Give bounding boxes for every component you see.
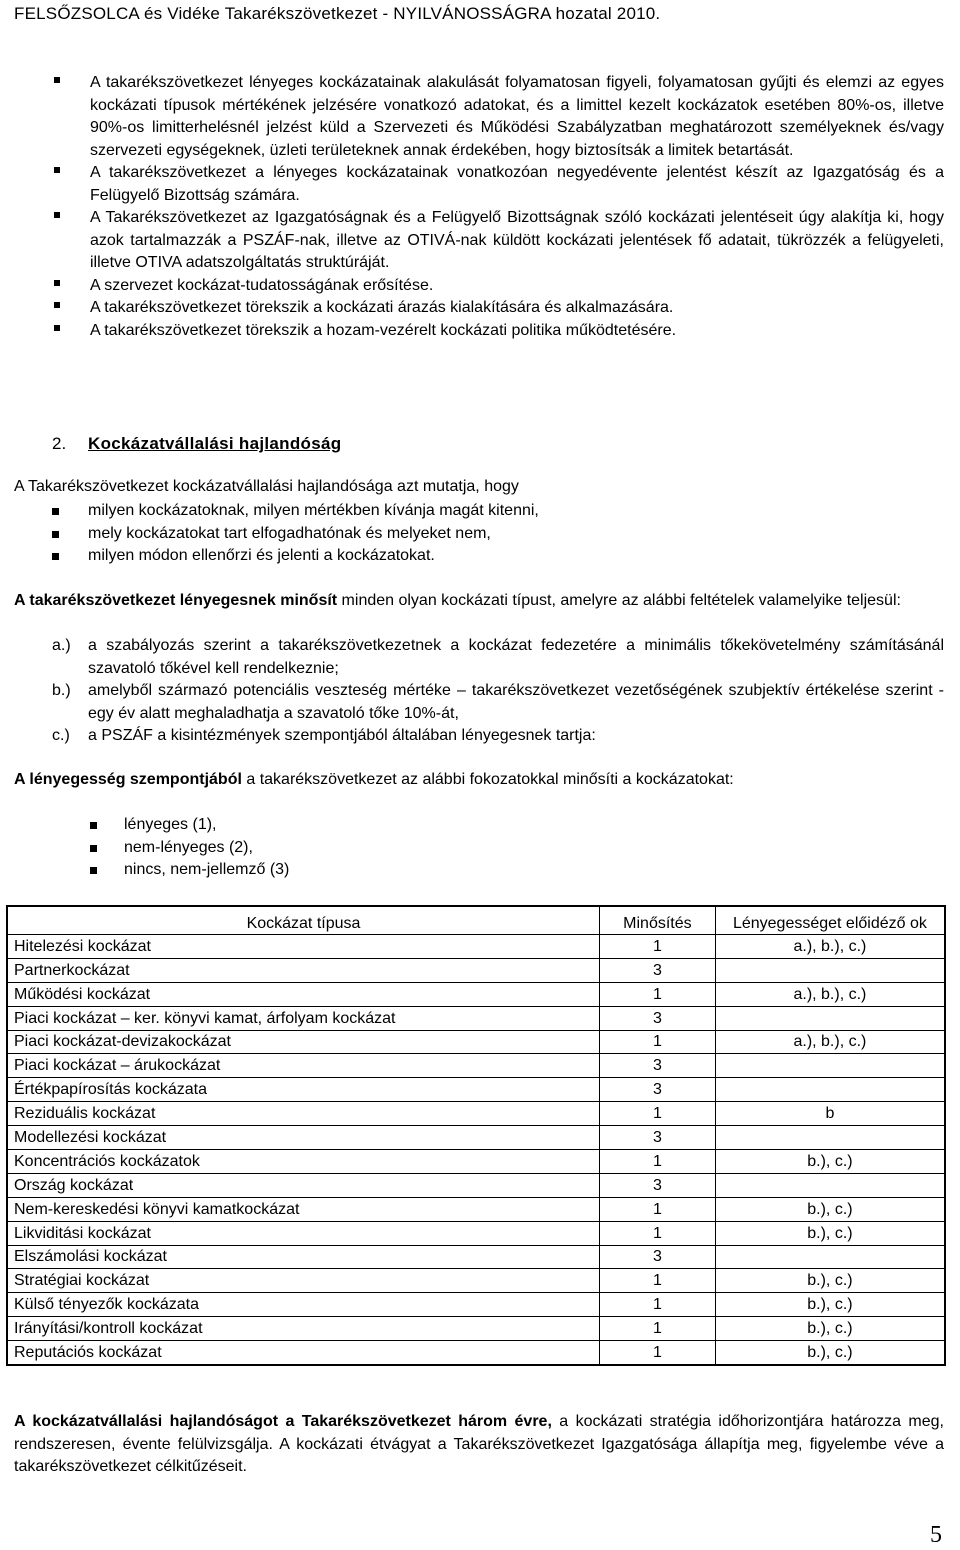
closing-bold: A kockázatvállalási hajlandóságot a Takarékszövetkezet három évre, <box>14 1413 552 1430</box>
table-row <box>7 935 945 959</box>
square-bullet-icon <box>90 822 97 829</box>
cell-risk-type: Piaci kockázat – ker. könyvi kamat, árfolyam kockázat <box>7 1006 599 1030</box>
table-row <box>7 1006 945 1030</box>
cell-rating: 1 <box>599 935 715 959</box>
table-row <box>7 1102 945 1126</box>
cell-reason: b.), c.) <box>715 1317 945 1341</box>
cell-risk-type: Elszámolási kockázat <box>7 1245 599 1269</box>
square-bullet-icon <box>54 325 60 331</box>
cell-risk-type: Irányítási/kontroll kockázat <box>7 1317 599 1341</box>
cell-rating: 1 <box>599 1221 715 1245</box>
list-item: A takarékszövetkezet lényeges kockázatainak alakulását folyamatosan figyeli, folyamatosan gyűjti és elemzi az egyes kockázati típusok mértékének jelzésére vonatkozó adatokat, és a limittel kezelt kockázatok esetében 80%-os, illetve 90%-os limitterhelésnél jelzést küld a Szervezeti és Működési Szabályzatban meghatározott személyeknek és/vagy szervezeti egységeknek, üzleti területeknek annak érdekében, hogy biztosítsák a limitek betartását. <box>54 72 944 162</box>
list-item: nem-lényeges (2), <box>90 837 289 860</box>
table-row <box>7 1030 945 1054</box>
cell-rating: 1 <box>599 1102 715 1126</box>
cell-reason: b.), c.) <box>715 1197 945 1221</box>
table-row <box>7 958 945 982</box>
section-title: Kockázatvállalási hajlandóság <box>88 434 342 453</box>
list-item: A takarékszövetkezet törekszik a kockázati árazás kialakítására és alkalmazására. <box>54 297 944 320</box>
cell-risk-type: Nem-kereskedési könyvi kamatkockázat <box>7 1197 599 1221</box>
list-item: A szervezet kockázat-tudatosságának erősítése. <box>54 275 944 298</box>
cell-risk-type: Partnerkockázat <box>7 958 599 982</box>
cell-risk-type: Modellezési kockázat <box>7 1126 599 1150</box>
materiality-bold: A takarékszövetkezet lényegesnek minősít <box>14 592 338 609</box>
cell-reason: b.), c.) <box>715 1221 945 1245</box>
cell-risk-type: Működési kockázat <box>7 982 599 1006</box>
cell-reason: b.), c.) <box>715 1269 945 1293</box>
cell-reason: b.), c.) <box>715 1293 945 1317</box>
cell-reason: a.), b.), c.) <box>715 1030 945 1054</box>
page-header: FELSŐZSOLCA és Vidéke Takarékszövetkezet - NYILVÁNOSSÁGRA hozatal 2010. <box>14 4 661 23</box>
cell-risk-type: Likviditási kockázat <box>7 1221 599 1245</box>
cell-rating: 3 <box>599 1054 715 1078</box>
cell-reason <box>715 1054 945 1078</box>
page-number: 5 <box>930 1522 942 1548</box>
cell-rating: 1 <box>599 1341 715 1365</box>
list-item: c.) a PSZÁF a kisintézmények szempontjából általában lényegesnek tartja: <box>52 727 596 744</box>
square-bullet-icon <box>54 167 60 173</box>
cell-risk-type: Reputációs kockázat <box>7 1341 599 1365</box>
conditions-list <box>52 635 944 748</box>
cell-reason: b.), c.) <box>715 1341 945 1365</box>
header-reason: Lényegességet előidéző ok <box>715 906 945 935</box>
cell-rating: 3 <box>599 958 715 982</box>
table-row <box>7 1317 945 1341</box>
grades-list <box>90 814 289 882</box>
cell-reason <box>715 1126 945 1150</box>
grading-paragraph: A lényegesség szempontjából a takarékszövetkezet az alábbi fokozatokkal minősíti a kockázatokat: <box>14 771 734 788</box>
cell-reason: a.), b.), c.) <box>715 982 945 1006</box>
table-row <box>7 1341 945 1365</box>
list-item: A Takarékszövetkezet az Igazgatóságnak és a Felügyelő Bizottságnak szóló kockázati jelentéseit úgy alakítja ki, hogy azok tartalmazzák a PSZÁF-nak, illetve az OTIVÁ-nak küldött kockázati jelentések fő adatait, tükrözzék a felügyeleti, illetve OTIVA adatszolgáltatás struktúráját. <box>54 207 944 275</box>
table-row <box>7 1269 945 1293</box>
square-bullet-icon <box>52 531 59 538</box>
cell-rating: 3 <box>599 1126 715 1150</box>
table-row <box>7 1221 945 1245</box>
cell-rating: 1 <box>599 1269 715 1293</box>
square-bullet-icon <box>52 553 59 560</box>
table-row <box>7 1078 945 1102</box>
cell-risk-type: Értékpapírosítás kockázata <box>7 1078 599 1102</box>
cell-risk-type: Koncentrációs kockázatok <box>7 1150 599 1174</box>
cell-reason <box>715 1173 945 1197</box>
list-item: A takarékszövetkezet a lényeges kockázatainak vonatkozóan negyedévente jelentést készít az Igazgatóság és a Felügyelő Bizottság számára. <box>54 162 944 207</box>
cell-reason <box>715 958 945 982</box>
monitoring-bullet-list <box>54 72 944 342</box>
appetite-intro: A Takarékszövetkezet kockázatvállalási hajlandósága azt mutatja, hogy <box>14 478 519 495</box>
cell-risk-type: Hitelezési kockázat <box>7 935 599 959</box>
table-row <box>7 982 945 1006</box>
list-item: mely kockázatokat tart elfogadhatónak és melyeket nem, <box>52 523 942 546</box>
list-item: nincs, nem-jellemző (3) <box>90 859 289 882</box>
list-item: milyen kockázatoknak, milyen mértékben kívánja magát kitenni, <box>52 500 942 523</box>
cell-rating: 3 <box>599 1006 715 1030</box>
materiality-paragraph: A takarékszövetkezet lényegesnek minősít minden olyan kockázati típust, amelyre az alábbi feltételek valamelyike teljesül: <box>14 592 901 609</box>
cell-reason <box>715 1078 945 1102</box>
risk-table-body <box>7 935 945 1366</box>
cell-reason: a.), b.), c.) <box>715 935 945 959</box>
cell-rating: 1 <box>599 1293 715 1317</box>
cell-rating: 1 <box>599 1317 715 1341</box>
table-row <box>7 1197 945 1221</box>
header-risk-type: Kockázat típusa <box>7 906 599 935</box>
cell-risk-type: Reziduális kockázat <box>7 1102 599 1126</box>
square-bullet-icon <box>54 212 60 218</box>
list-item: milyen módon ellenőrzi és jelenti a kockázatokat. <box>52 545 942 568</box>
cell-rating: 1 <box>599 1197 715 1221</box>
square-bullet-icon <box>54 280 60 286</box>
table-row <box>7 1293 945 1317</box>
cell-rating: 1 <box>599 1150 715 1174</box>
cell-rating: 3 <box>599 1245 715 1269</box>
square-bullet-icon <box>90 845 97 852</box>
cell-reason <box>715 1245 945 1269</box>
risk-table <box>6 905 946 1366</box>
cell-reason: b <box>715 1102 945 1126</box>
cell-reason: b.), c.) <box>715 1150 945 1174</box>
table-row <box>7 1126 945 1150</box>
section-heading <box>52 434 341 454</box>
cell-risk-type: Ország kockázat <box>7 1173 599 1197</box>
cell-risk-type: Külső tényezők kockázata <box>7 1293 599 1317</box>
square-bullet-icon <box>90 867 97 874</box>
cell-risk-type: Stratégiai kockázat <box>7 1269 599 1293</box>
table-header-row <box>7 906 945 935</box>
cell-risk-type: Piaci kockázat-devizakockázat <box>7 1030 599 1054</box>
list-item: lényeges (1), <box>90 814 289 837</box>
table-row <box>7 1245 945 1269</box>
table-row <box>7 1150 945 1174</box>
list-item: a.) a szabályozás szerint a takarékszövetkezetnek a kockázat fedezetére a minimális tőkekövetelmény számításánál szavatoló tőkével kell rendelkeznie; <box>52 637 944 677</box>
appetite-list <box>52 500 942 568</box>
closing-paragraph: A kockázatvállalási hajlandóságot a Takarékszövetkezet három évre, a kockázati stratégia időhorizontjára határozza meg, rendszeresen, évente felülvizsgálja. A kockázati étvágyat a Takarékszövetkezet Igazgatósága állapítja meg, figyelembe véve a takarékszövetkezet célkitűzéseit. <box>14 1413 944 1475</box>
grading-bold: A lényegesség szempontjából <box>14 771 242 788</box>
cell-rating: 1 <box>599 1030 715 1054</box>
cell-risk-type: Piaci kockázat – árukockázat <box>7 1054 599 1078</box>
list-item: A takarékszövetkezet törekszik a hozam-vezérelt kockázati politika működtetésére. <box>54 320 944 343</box>
header-rating: Minősítés <box>599 906 715 935</box>
square-bullet-icon <box>52 508 59 515</box>
cell-rating: 3 <box>599 1173 715 1197</box>
section-number: 2. <box>52 434 67 453</box>
square-bullet-icon <box>54 302 60 308</box>
table-row <box>7 1173 945 1197</box>
cell-rating: 1 <box>599 982 715 1006</box>
cell-reason <box>715 1006 945 1030</box>
cell-rating: 3 <box>599 1078 715 1102</box>
list-item: b.) amelyből származó potenciális veszteség mértéke – takarékszövetkezet vezetőségének szubjektív értékelése szerint - egy év alatt meghaladhatja a szavatoló tőke 10%-át, <box>52 682 944 722</box>
square-bullet-icon <box>54 77 60 83</box>
table-row <box>7 1054 945 1078</box>
